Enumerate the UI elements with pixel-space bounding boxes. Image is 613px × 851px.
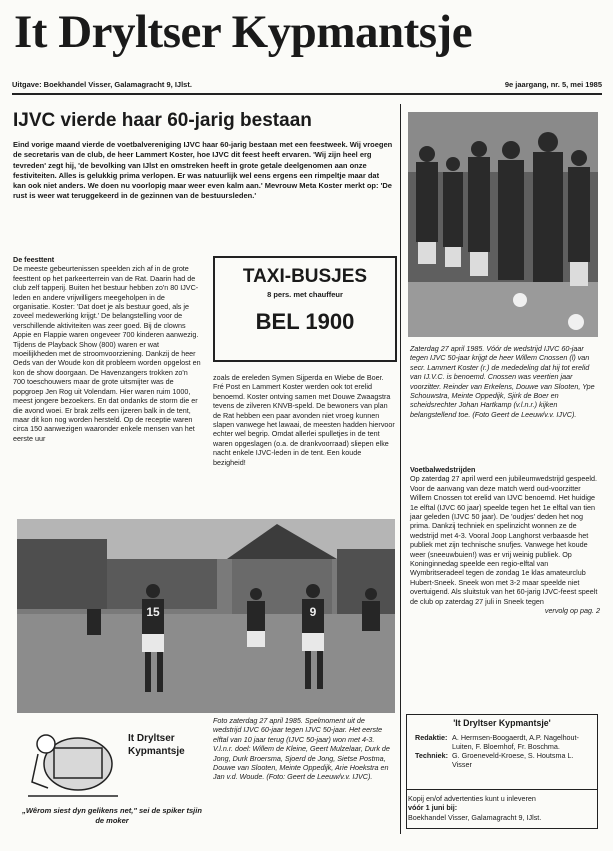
ad-phone: BEL 1900 [255,309,355,334]
colophon-row-techniek [415,751,591,769]
voetbal-section [410,465,600,616]
column-divider [400,104,401,834]
colophon-row-redaktie [415,733,591,751]
colophon-value: A. Hermsen-Boogaerdt, A.P. Nagelhout-Luiten, F. Bloemhof, Fr. Boschma. [452,733,579,751]
logo-title-line1: It Dryltser [128,733,175,744]
ceremony-photo-image [408,112,598,337]
colophon-label: Techniek: [415,751,449,760]
article-lead: Eind vorige maand vierde de voetbalvereniging IJVC haar 60-jarig bestaan met een feestweek. Wij vroegen de secretaris van de club, de heer Lammert Koster, hoe IJVC dit feest heeft ervaren. 'Wij zijn heel erg tevreden' zegt hij, 'de bevolking van IJlst en omstreken heeft in grote getale deelgenomen aan onze festiviteiten. Alles is gelukkig prima verlopen. Er was natuurlijk wel eens ergens een rimpeltje maar dat kan ook niet anders. We doen nu voorlopig maar weer even kalm aan.' Mevrouw Meta Koster merkt op: 'De rust is weer wat teruggekeerd in de gezinnen van de bestuursleden.' [13,140,393,201]
section-heading-feesttent: De feesttent [13,255,55,264]
match-photo [17,519,395,713]
copy-deadline-note [408,794,598,822]
logo-title [128,732,185,758]
match-photo-image [17,519,395,713]
copy-deadline: vóór 1 juni bij: [408,803,458,813]
ceremony-photo-caption: Zaterdag 27 april 1985. Vóór de wedstrijd IJVC 60-jaar tegen IJVC 50-jaar krijgt de heer Willem Cnossen (l) van secr. Lammert Koster (r.) de mededeling dat hij tot erelid van IJ.V.C. is benoemd. Cnossen was veertien jaar voorzitter. Reinder van Erkelens, Douwe van Slooten, Ype Schouwstra, Meinte Oppedijk, Sjirk de Boer en scheidsrechter Johan Hartkamp (v.l.n.r.) kijken belangstellend toe. (Foto Geert de Leeuw/v.v. IJVC). [410,344,595,419]
ad-title: TAXI-BUSJES [242,266,368,287]
column-2-text: zoals de ereleden Symen Sijperda en Wiebe de Boer. Fré Post en Lammert Koster werden ook tot erelid benoemd. Koster ontving samen met Douwe Zwaagstra tevens de zilveren KNVB-speld. De bewoners van plan de Rat hebben een paar avonden niet vroeg kunnen slapen vanwege het lawaai, de meesten hadden hiervoor echter wel begrip. Omdat allerlei spulletjes in de tent waren opgeslagen (o.a. de drankvoorraad) sliepen elke nacht enkele IJVC-leden in de tent. Een koude bezigheid! [213,373,395,467]
colophon-value: G. Groeneveld-Kroese, S. Houtsma L. Visser [452,751,574,769]
colophon-label: Redaktie: [415,733,448,742]
colophon-table [415,733,591,769]
peddler-logo-icon [18,722,126,802]
colophon-title: 'It Dryltser Kypmantsje' [453,718,551,728]
masthead-rule [12,93,602,95]
taxi-advertisement [213,256,397,362]
newspaper-logo [18,722,204,832]
shirt-number-9: 9 [309,605,317,619]
logo-title-line2: Kypmantsje [128,746,185,757]
issue-line: 9e jaargang, nr. 5, mei 1985 [504,80,602,89]
ad-subtitle: 8 pers. met chauffeur [267,290,343,299]
publisher-line: Uitgave: Boekhandel Visser, Galamagracht 9, IJlst. [12,80,192,89]
masthead-infobar [12,80,602,89]
article-column-1 [13,255,201,443]
copy-address: Boekhandel Visser, Galamagracht 9, IJlst. [408,812,542,822]
feesttent-text: De meeste gebeurtenissen speelden zich af in de grote feesttent op het parkeerterrein van de Rat. Daarin had de club zelf tapperij. Buiten het bestuur hebben zo'n 80 IJVC-leden en andere vrijwilligers meegeholpen in de organisatie. Koster: 'Dat doet je als bestuur goed, als je zoveel medewerking krijgt.' De belangstelling voor de verschillende aktiviteiten was zeer goed. Bij de clowns Appie en Flappie waren ongeveer 700 kinderen aanwezig. Tijdens de Playback Show (800) waren er wat moeilijkheden met de stroomvoorziening. Dankzij de heer Oeds van der Woude kon dit probleem worden opgelost en kon de show doorgaan. De Havenzangers trokken zo'n 700 toeschouwers maar de grote uitsmijter was de popgroep Jen Rog uit Volendam. Hier waren ruim 1000, meest jongere bezoekers. En dat ondanks de storm die er die avond woei. Er brak zelfs een ijzeren balk in de tent, maar dit kon nog worden hersteld. Op de receptie waren circa 150 aanwezigen waaronder enkele mensen van het eerste uur [13,264,201,443]
match-photo-caption: Foto zaterdag 27 april 1985. Spelmoment uit de wedstrijd IJVC 60-jaar tegen IJVC 50-jaar. Het eerste elftal van 10 jaar terug (IJVC 50-jaar) won met 4-3. V.l.n.r. doel: Willem de Kleine, Geert Mulzelaar, Durk de Jong, Durk Broersma, Sjoerd de Jong, Sietse Postma, Douwe van Slooten, Meinte Oppedijk, Arie Hoekstra en Jan v.d. Woude. (Foto: Geert de Leeuw/v.v. IJVC). [213,716,390,782]
ceremony-photo [408,112,598,337]
shirt-number-15: 15 [146,605,160,619]
colophon-divider [406,789,598,790]
logo-motto: „Wêrom siest dyn gelikens net," sei de spiker tsjin de moker [22,806,202,825]
article-column-2 [213,373,395,467]
voetbal-text: Op zaterdag 27 april werd een jubileumwedstrijd gespeeld. Voor de aanvang van deze match werd oud-voorzitter Willem Cnossen tot erelid van IJVC benoemd. Het huidige 1e elftal (IJVC 60 jaar) speelde tegen het 1e elftal van tien jaar geleden (IJVC 50 jaar). De 'oudjes' deden het nog prima. Dankzij techniek en spelinzicht wonnen ze de wedstrijd met 4-3. Vooral Joop Langhorst verbaasde het publiek met zijn technische snufjes. Vanwege het koude weer (sneeuwbuien!) was er vrij weinig publiek. Op Koninginnedag speelde een regio-elftal van Wymbritseradeel tegen de zondag 1e klas amateurclub Hubert-Sneek. Sneek won met 3-2 maar speelde niet overtuigend. Als sluitstuk van het 60-jarig IJVC-feest speelt de club op zaterdag 27 juli in Sneek tegen [410,474,598,606]
copy-note: Kopij en/of advertenties kunt u inleveren [408,794,536,803]
section-heading-voetbal: Voetbalwedstrijden [410,465,476,474]
masthead-title: It Dryltser Kypmantsje [14,6,473,58]
continued-note: vervolg op pag. 2 [544,606,600,616]
article-headline: IJVC vierde haar 60-jarig bestaan [13,110,312,131]
